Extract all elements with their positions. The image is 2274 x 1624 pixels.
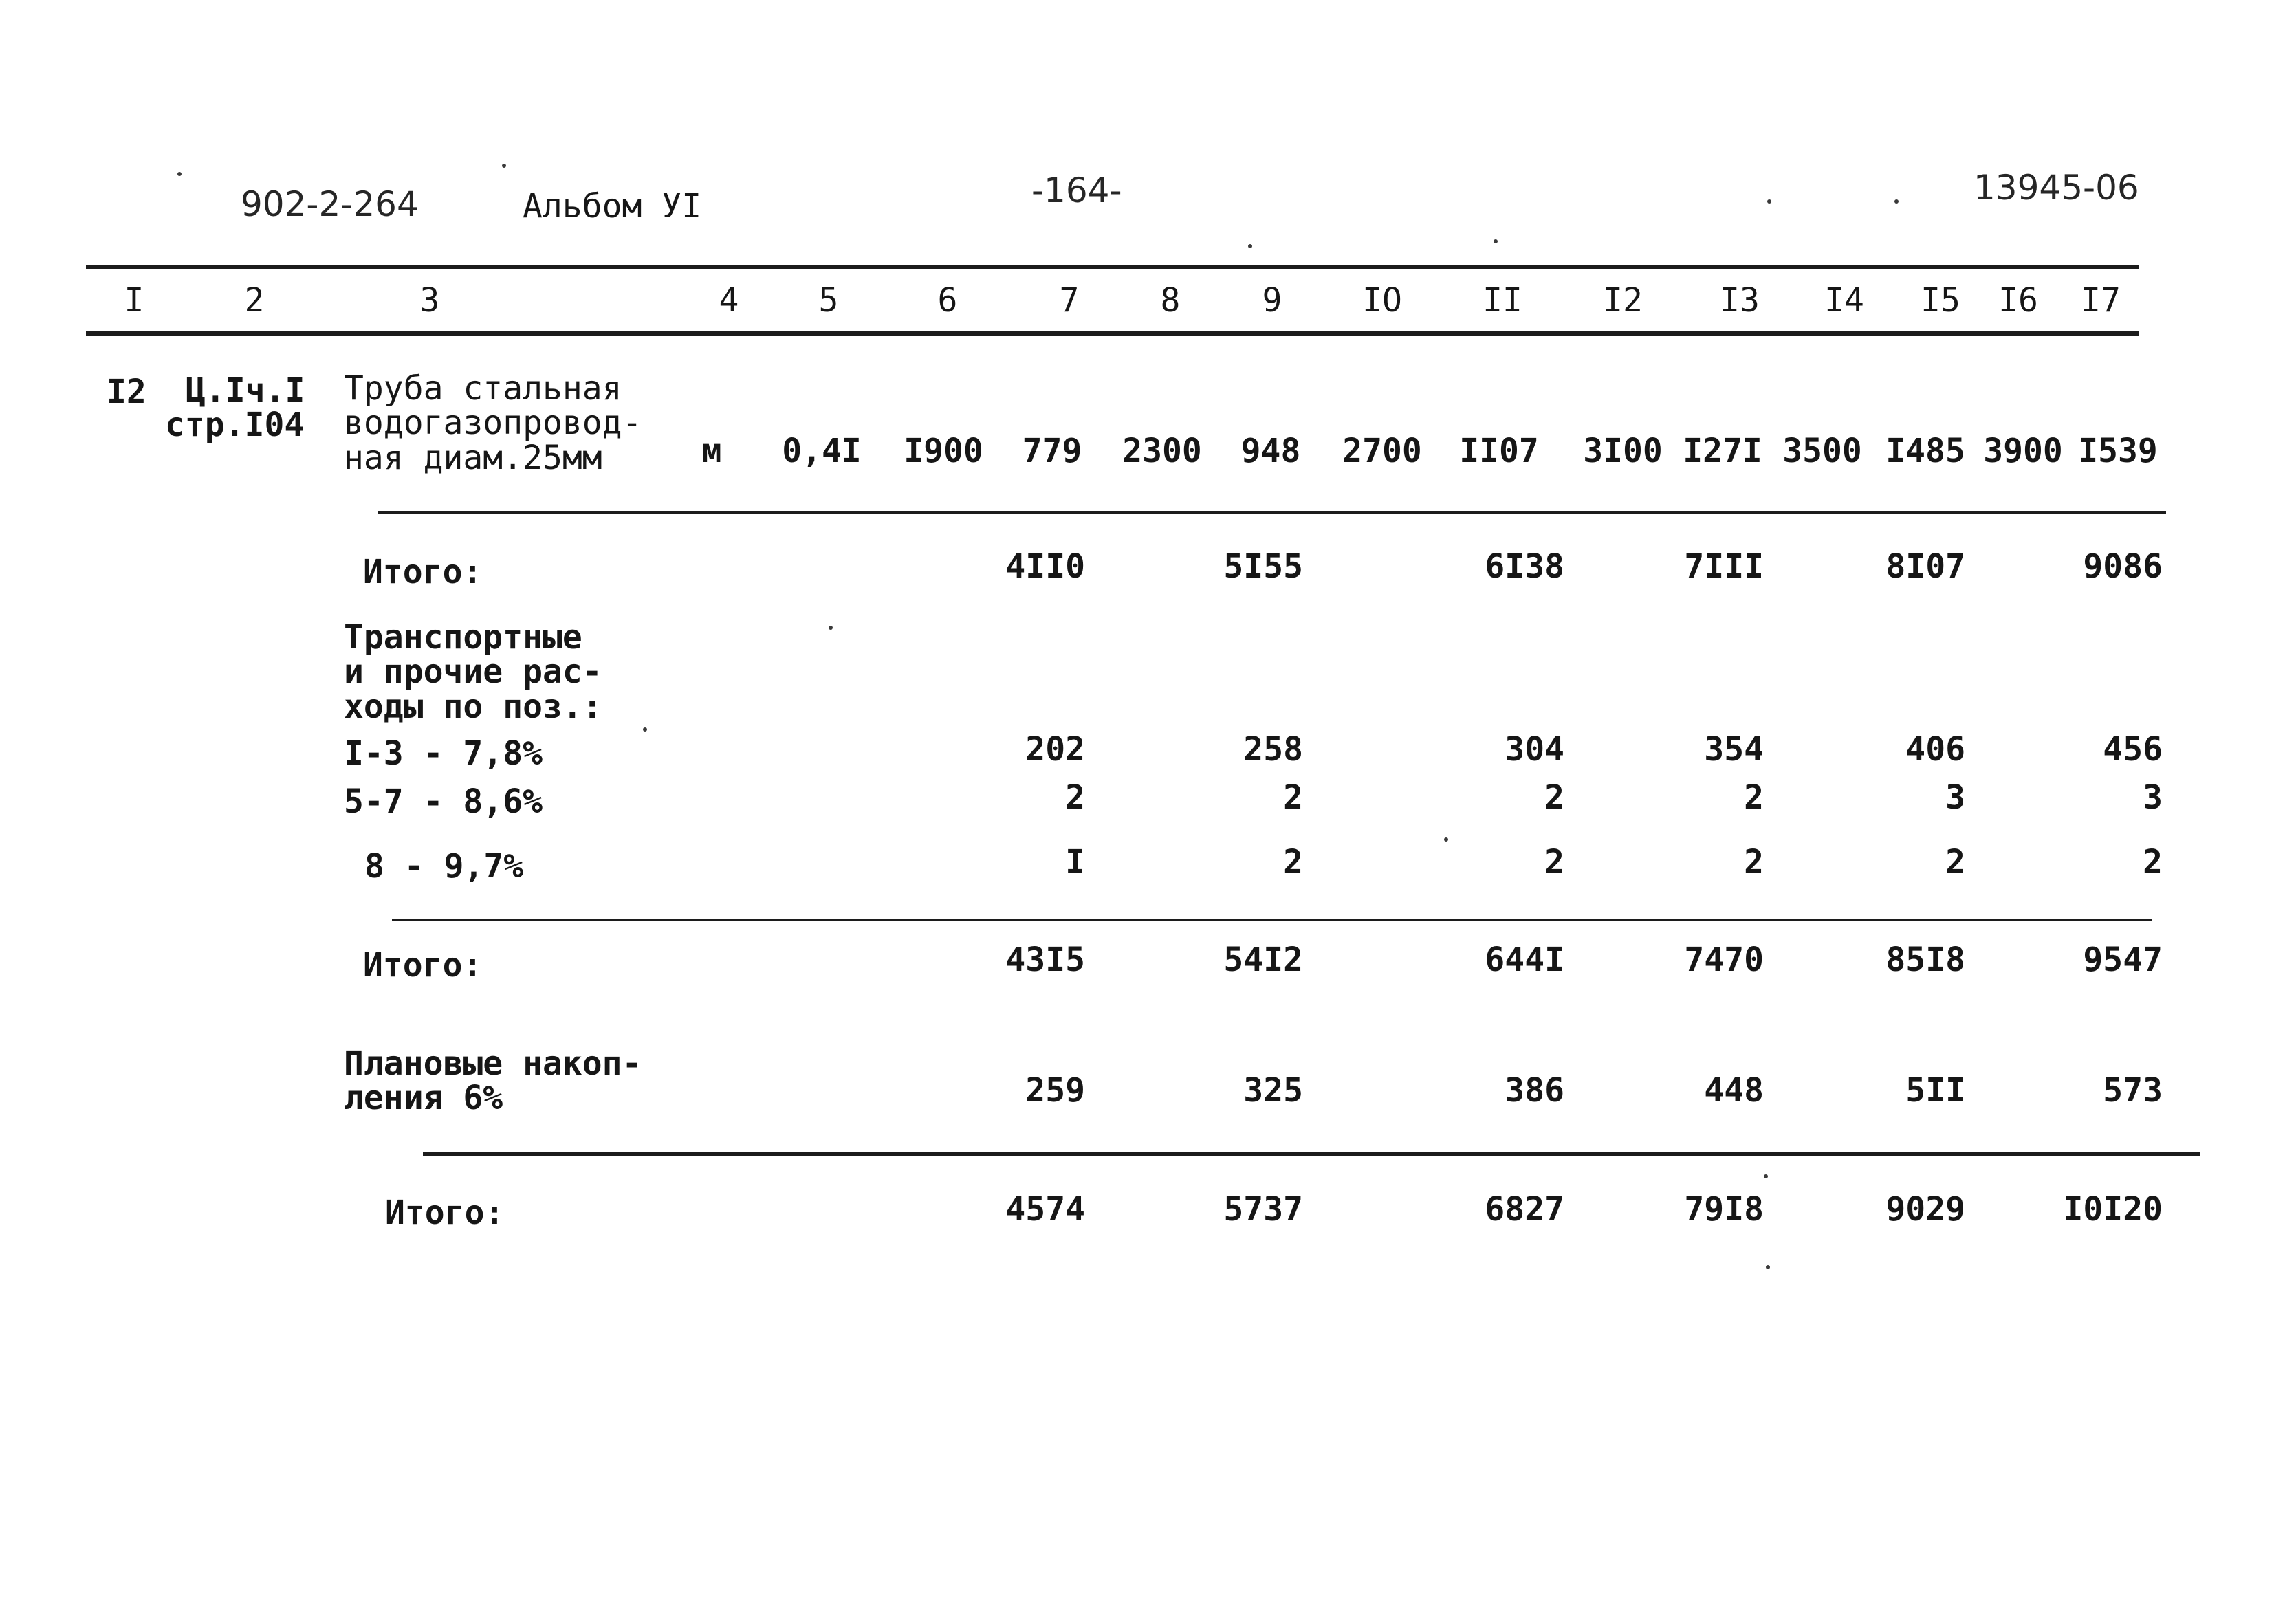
transport-value: 2 [1283,778,1303,817]
item-name [344,371,642,475]
transport-value: 304 [1505,730,1564,769]
item-position: I2 [107,373,146,411]
savings-value: 259 [1025,1071,1085,1110]
column-number: I7 [2081,281,2121,320]
column-number: I4 [1824,281,1864,320]
item-value: I485 [1885,432,1965,470]
transport-value: 354 [1704,730,1764,769]
column-number: I6 [1998,281,2038,320]
document-number: 902-2-264 [241,184,419,224]
header-top-rule [86,265,2139,269]
item-value: I539 [2078,432,2158,470]
page-number: -164- [1031,171,1122,210]
total-3-value: 4574 [1005,1190,1085,1229]
total-2-value: 54I2 [1223,941,1303,979]
column-number: 3 [419,281,440,320]
column-number: 5 [818,281,839,320]
item-reference-line: стр.I04 [165,406,305,445]
item-quantity: 0,4I [782,432,862,470]
column-number: I2 [1603,281,1643,320]
total-3-value: 79I8 [1684,1190,1764,1229]
archive-number: 13945-06 [1974,168,2139,208]
item-value: I900 [904,432,983,470]
scan-speck [1444,837,1448,842]
total-2-value: 85I8 [1885,941,1965,979]
total-1-value: 5I55 [1223,547,1303,586]
item-value: 2700 [1342,432,1422,470]
total-3-value: 5737 [1223,1190,1303,1229]
scan-speck [1248,244,1252,248]
transport-value: 2 [1065,778,1085,817]
transport-row-label: 5-7 - 8,6% [344,782,543,821]
savings-value: 5II [1905,1071,1965,1110]
scan-speck [829,626,833,630]
scan-speck [1494,239,1498,243]
total-1-value: 8I07 [1885,547,1965,586]
transport-row-label: I-3 - 7,8% [344,734,543,773]
item-value: 2300 [1122,432,1202,470]
item-value: 3900 [1983,432,2063,470]
transport-row-label: 8 - 9,7% [364,847,524,886]
item-value: 3500 [1782,432,1862,470]
transport-label [344,620,602,724]
item-value: 3I00 [1583,432,1663,470]
total-2-label: Итого: [363,946,483,985]
column-number: 7 [1059,281,1080,320]
savings-value: 573 [2103,1071,2163,1110]
album-label: Альбом УI [523,187,702,226]
item-reference-line: Ц.Iч.I [186,371,305,410]
scan-speck [1767,199,1771,204]
item-value: 948 [1240,432,1301,470]
scan-speck [1894,199,1899,204]
total-3-value: 9029 [1885,1190,1965,1229]
total-2-value: 43I5 [1005,941,1085,979]
savings-label-line: Плановые накоп- [344,1044,642,1083]
transport-value: 3 [1945,778,1965,817]
total-3-label: Итого: [385,1194,505,1232]
header-bottom-rule [86,331,2139,336]
column-number: 6 [937,281,958,320]
item-value: I27I [1683,432,1762,470]
column-number: IO [1362,281,1402,320]
total-2-value: 9547 [2083,941,2163,979]
savings-value: 325 [1243,1071,1303,1110]
total-1-value: 4II0 [1005,547,1085,586]
savings-label-line: ления 6% [344,1079,503,1118]
transport-value: 2 [1945,843,1965,881]
transport-value: I [1065,843,1085,881]
column-number: I5 [1921,281,1960,320]
scan-speck [1764,1174,1768,1178]
column-number: 8 [1160,281,1181,320]
savings-value: 448 [1704,1071,1764,1110]
transport-value: 2 [1744,843,1764,881]
scan-speck [177,172,182,176]
column-number: 9 [1262,281,1282,320]
transport-value: 406 [1905,730,1965,769]
savings-label [344,1046,642,1116]
item-reference [165,373,305,443]
transport-bottom-rule [392,919,2152,921]
transport-value: 456 [2103,730,2163,769]
item-value: II07 [1459,432,1539,470]
total-3-value: I0I20 [2063,1190,2163,1229]
item-name-line: водогазопровод- [344,404,642,443]
transport-value: 2 [1544,778,1564,817]
savings-value: 386 [1505,1071,1564,1110]
total-2-value: 644I [1485,941,1564,979]
column-number: 4 [719,281,739,320]
item-unit: м [701,432,722,470]
item-bottom-rule [378,511,2166,514]
item-value: 779 [1022,432,1082,470]
item-name-line: Труба стальная [344,369,622,408]
savings-bottom-rule [423,1152,2200,1156]
scan-speck [643,727,647,732]
transport-value: 3 [2143,778,2163,817]
scan-speck [502,164,506,168]
total-1-label: Итого: [363,553,483,591]
transport-label-line: ходы по поз.: [344,687,602,726]
column-number: I [124,281,144,320]
total-1-value: 6I38 [1485,547,1564,586]
transport-label-line: и прочие рас- [344,652,602,692]
transport-value: 258 [1243,730,1303,769]
transport-value: 2 [1283,843,1303,881]
scan-speck [1766,1265,1770,1269]
column-number: I3 [1720,281,1760,320]
transport-value: 2 [1544,843,1564,881]
transport-value: 2 [2143,843,2163,881]
total-1-value: 9086 [2083,547,2163,586]
item-name-line: ная диам.25мм [344,438,602,477]
total-3-value: 6827 [1485,1190,1564,1229]
column-number: II [1483,281,1522,320]
column-number: 2 [244,281,265,320]
transport-label-line: Транспортные [344,618,582,657]
transport-value: 202 [1025,730,1085,769]
total-1-value: 7III [1684,547,1764,586]
transport-value: 2 [1744,778,1764,817]
total-2-value: 7470 [1684,941,1764,979]
